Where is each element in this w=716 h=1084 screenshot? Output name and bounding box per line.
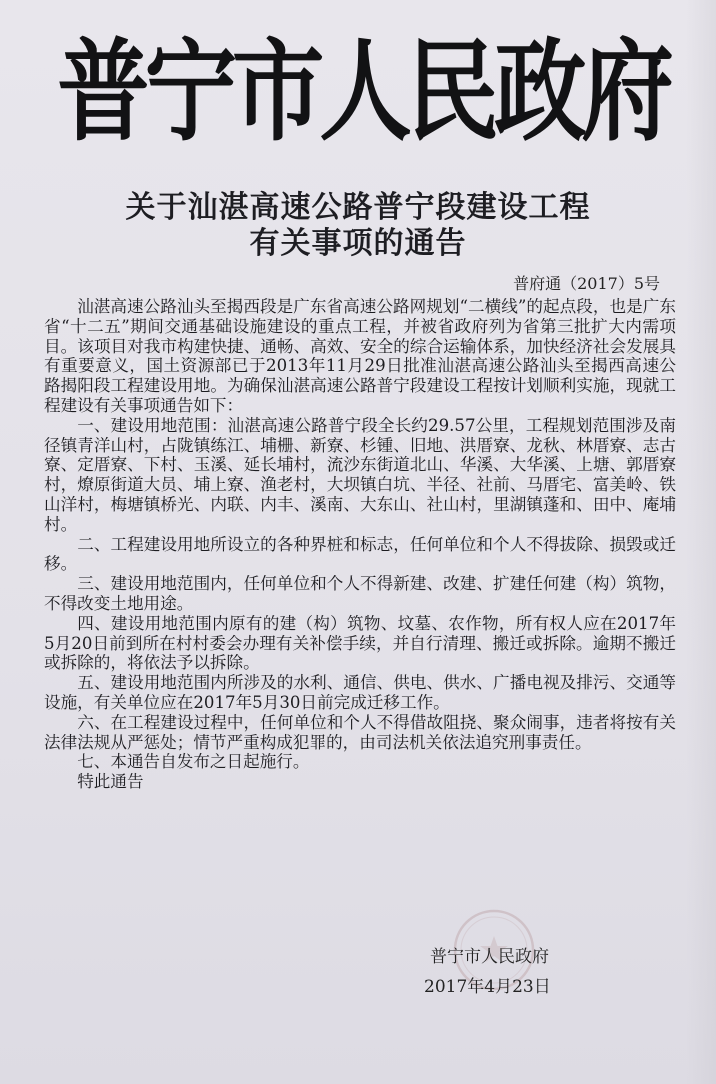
issuing-authority-heading: 普宁市人民政府: [57, 28, 669, 156]
paper-shadow: [686, 0, 716, 1084]
closing-phrase: 特此通告: [77, 772, 144, 792]
item-4-paragraph: 四、建设用地范围内原有的建（构）筑物、坟墓、农作物，所有权人应在2017年5月20日前到所在村村委会办理有关补偿手续，并自行清理、搬迁或拆除。逾期不搬迁或拆除的，将依法予以拆除。: [44, 613, 676, 673]
item-1-paragraph: 一、建设用地范围：汕湛高速公路普宁段全长约29.57公里，工程规划范围涉及南径镇青洋山村，占陇镇练江、埔栅、新寮、杉锺、旧地、洪厝寮、龙秋、林厝寮、志古寮、定厝寮、下村、玉溪、延长埔村，流沙东街道北山、华溪、大华溪、上塘、郭厝寮村，燎原街道大员、埔上寮、渔老村，大坝镇白坑、半径、社前、马厝宅、富美岭、铁山洋村，梅塘镇桥光、内联、内丰、溪南、大东山、社山村，里湖镇蓬和、田中、庵埔村。: [44, 415, 676, 534]
document-number: 普府通（2017）5号: [513, 274, 660, 293]
item-2-paragraph: 二、工程建设用地所设立的各种界桩和标志，任何单位和个人不得拔除、损毁或迁移。: [44, 534, 676, 574]
item-7-paragraph: 七、本通告自发布之日起施行。: [77, 752, 310, 772]
signature-organization: 普宁市人民政府: [430, 947, 549, 967]
item-3-paragraph: 三、建设用地范围内，任何单位和个人不得新建、改建、扩建任何建（构）筑物，不得改变土地用途。: [44, 574, 676, 613]
signature-date: 2017年4月23日: [424, 977, 551, 997]
notice-title-line-2: 有关事项的通告: [249, 226, 467, 261]
intro-paragraph: 汕湛高速公路汕头至揭西段是广东省高速公路网规划“二横线”的起点段，也是广东省“十二五”期间交通基础设施建设的重点工程，并被省政府列为省第三批扩大内需项目。该项目对我市构建快捷、通畅、高效、安全的综合运输体系，加快经济社会发展具有重要意义，国土资源部已于2013年11月29日批准汕湛高速公路汕头至揭西高速公路揭阳段工程建设用地。为确保汕湛高速公路普宁段建设工程按计划顺利实施，现就工程建设有关事项通告如下：: [44, 297, 676, 415]
notice-body: [44, 297, 676, 792]
notice-title-line-1: 关于汕湛高速公路普宁段建设工程: [125, 190, 591, 225]
item-5-paragraph: 五、建设用地范围内所涉及的水利、通信、供电、供水、广播电视及排污、交通等设施，有关单位应在2017年5月30日前完成迁移工作。: [44, 673, 676, 712]
item-6-paragraph: 六、在工程建设过程中，任何单位和个人不得借故阻挠、聚众闹事，违者将按有关法律法规从严惩处；情节严重构成犯罪的，由司法机关依法追究刑事责任。: [44, 712, 676, 752]
